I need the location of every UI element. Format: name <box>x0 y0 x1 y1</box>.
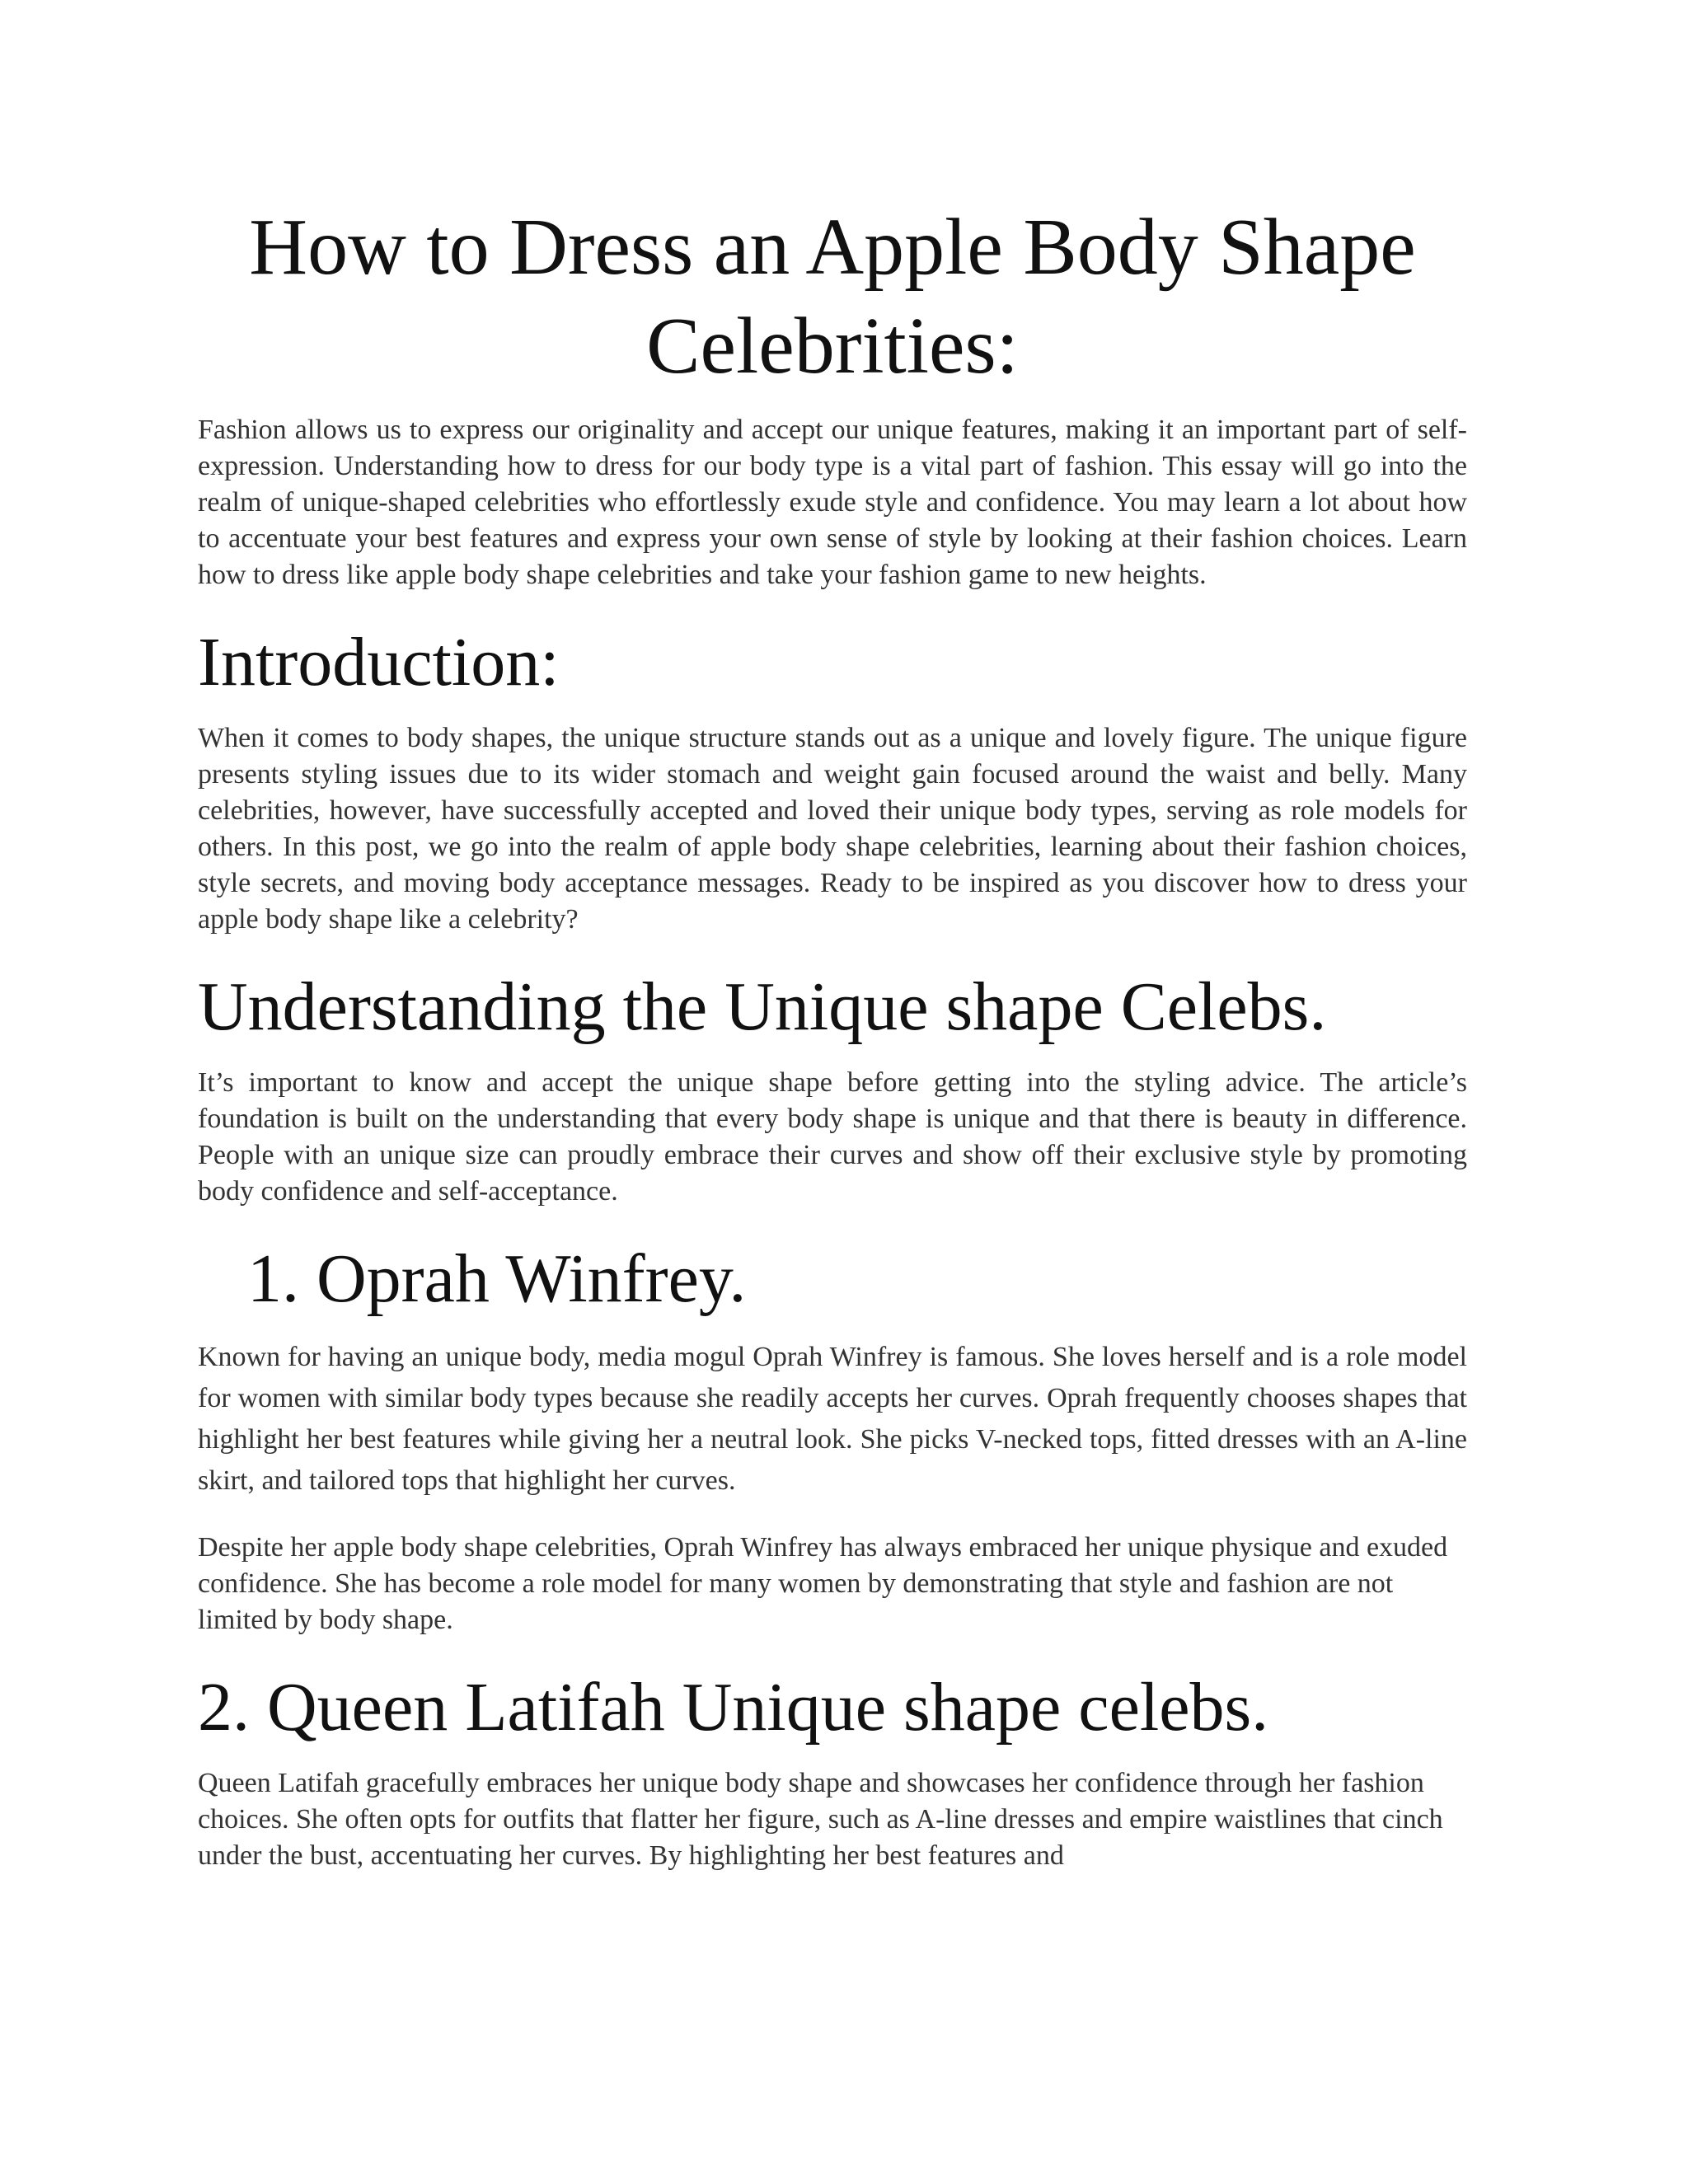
understanding-paragraph: It’s important to know and accept the unique shape before getting into the styling advice. The article’s foundation is built on the understanding that every body shape is unique and that there is beauty in difference. People with an unique size can proudly embrace their curves and show off their exclusive style by promoting body confidence and self-acceptance. <box>198 1067 1467 1207</box>
oprah-paragraph-2: Despite her apple body shape celebrities, Oprah Winfrey has always embraced her unique physique and exuded confidence. She has become a role model for many women by demonstrating that style and fashion are not limited by body shape. <box>198 1532 1448 1635</box>
document-page <box>198 198 1467 1874</box>
introduction-paragraph: When it comes to body shapes, the unique structure stands out as a unique and lovely figure. The unique figure presents styling issues due to its wider stomach and weight gain focused around the waist and belly. Many celebrities, however, have successfully accepted and loved their unique body types, serving as role models for others. In this post, we go into the realm of apple body shape celebrities, learning about their fashion choices, style secrets, and moving body acceptance messages. Ready to be inspired as you discover how to dress your apple body shape like a celebrity? <box>198 723 1467 935</box>
section-heading-understanding: Understanding the Unique shape Celebs. <box>198 968 1327 1045</box>
document-title: How to Dress an Apple Body Shape Celebrities: <box>249 203 1416 391</box>
oprah-paragraph-1: Known for having an unique body, media mogul Oprah Winfrey is famous. She loves herself and is a role model for women with similar body types because she readily accepts her curves. Oprah frequently chooses shapes that highlight her best features while giving her a neutral look. She picks V-necked tops, fitted dresses with an A-line skirt, and tailored tops that highlight her curves. <box>198 1342 1467 1496</box>
queen-latifah-paragraph: Queen Latifah gracefully embraces her unique body shape and showcases her confidence through her fashion choices. She often opts for outfits that flatter her figure, such as A-line dresses and empire waistlines that cinch under the bust, accentuating her curves. By highlighting her best features and <box>198 1768 1443 1871</box>
section-heading-oprah: 1. Oprah Winfrey. <box>247 1240 747 1317</box>
section-heading-queen-latifah: 2. Queen Latifah Unique shape celebs. <box>198 1669 1269 1746</box>
section-heading-introduction: Introduction: <box>198 624 560 701</box>
intro-paragraph: Fashion allows us to express our originality and accept our unique features, making it an important part of self-expression. Understanding how to dress for our body type is a vital part of fashion. This essay will go into the realm of unique-shaped celebrities who effortlessly exude style and confidence. You may learn a lot about how to accentuate your best features and express your own sense of style by looking at their fashion choices. Learn how to dress like apple body shape celebrities and take your fashion game to new heights. <box>198 415 1467 590</box>
